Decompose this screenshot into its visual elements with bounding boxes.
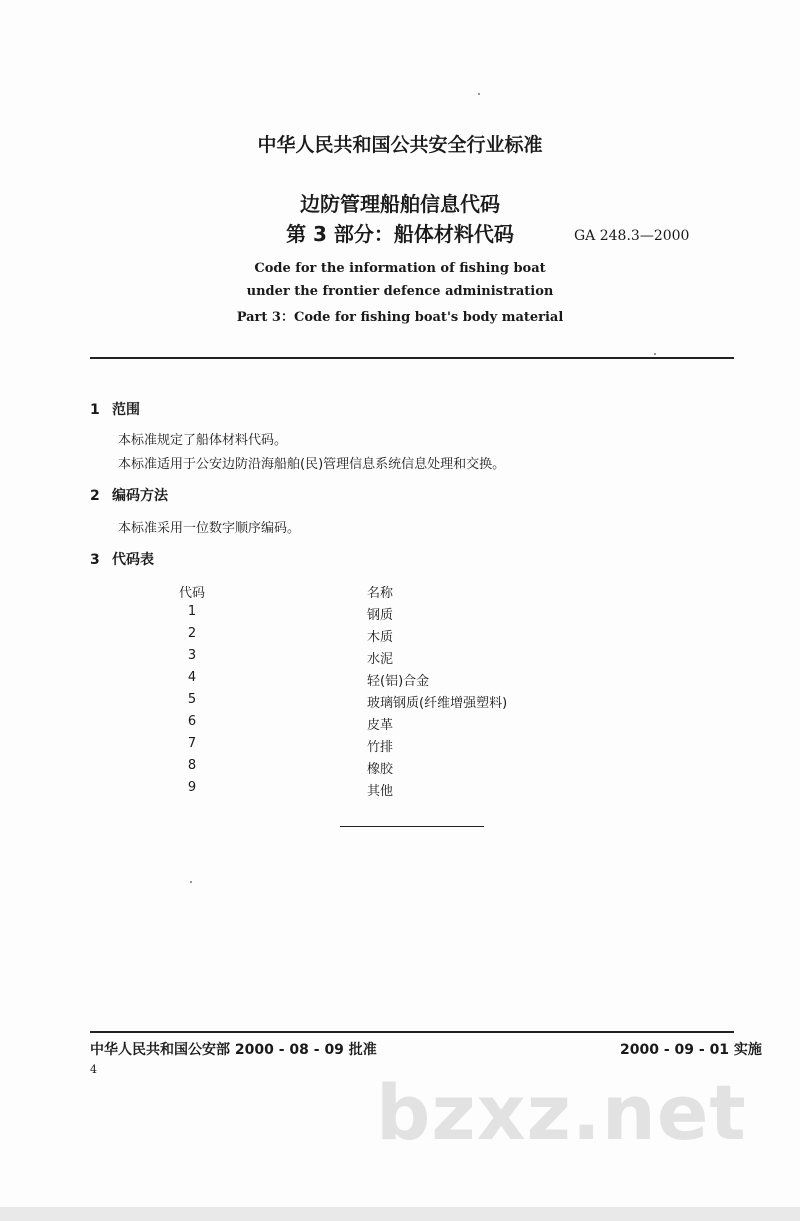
scan-bottom-edge [0,1207,800,1221]
implementation-date: 2000 - 09 - 01 实施 [620,1042,762,1058]
document-title-cn: 边防管理船舶信息代码 [300,192,500,216]
table-cell-name: 轻(铝)合金 [367,674,430,689]
table-cell-name: 木质 [367,630,394,645]
site-watermark: bzxz.net [376,1068,747,1157]
page-number: 4 [90,1063,97,1076]
section-number: 3 [90,552,100,568]
table-cell-code: 4 [187,670,197,685]
document-title-en-line2: under the frontier defence administration [246,284,554,299]
footer-divider [90,1031,734,1033]
section-title: 范围 [112,402,140,418]
table-cell-code: 1 [187,604,197,619]
section-number: 1 [90,402,100,418]
section-number: 2 [90,488,100,504]
section-heading-code-table [90,549,154,569]
scan-speck [190,881,192,883]
section-title: 编码方法 [112,488,168,504]
end-of-text-rule [340,826,484,827]
table-cell-code: 2 [187,626,197,641]
header-divider [90,357,734,359]
table-cell-code: 3 [187,648,197,663]
paragraph: 本标准采用一位数字顺序编码。 [118,521,301,536]
table-header-code: 代码 [178,586,205,601]
table-cell-name: 其他 [367,784,394,799]
scan-speck [478,93,480,95]
table-cell-code: 5 [187,692,197,707]
table-cell-name: 皮革 [367,718,394,733]
table-cell-code: 8 [187,758,197,773]
document-subtitle-cn: 第 3 部分：船体材料代码 [286,222,514,246]
table-cell-code: 7 [187,736,197,751]
table-cell-name: 橡胶 [367,762,394,777]
section-heading-coding-method [90,485,168,505]
section-heading-scope [90,399,140,419]
table-cell-name: 玻璃钢质(纤维增强塑料) [367,696,508,711]
table-header-name: 名称 [367,586,394,601]
document-title-en-line3: Part 3：Code for fishing boat's body material [236,310,564,325]
paragraph: 本标准适用于公安边防沿海船舶(民)管理信息系统信息处理和交换。 [118,457,506,472]
scan-speck [654,353,656,355]
table-cell-name: 竹排 [367,740,394,755]
document-title-en-line1: Code for the information of fishing boat [254,261,546,276]
section-title: 代码表 [112,552,154,568]
table-cell-code: 9 [187,780,197,795]
standard-code: GA 248.3—2000 [574,228,690,244]
table-cell-name: 钢质 [367,608,394,623]
standard-category: 中华人民共和国公共安全行业标准 [257,134,543,156]
approval-statement: 中华人民共和国公安部 2000 - 08 - 09 批准 [90,1042,377,1058]
table-cell-code: 6 [187,714,197,729]
table-cell-name: 水泥 [367,652,394,667]
paragraph: 本标准规定了船体材料代码。 [118,433,288,448]
